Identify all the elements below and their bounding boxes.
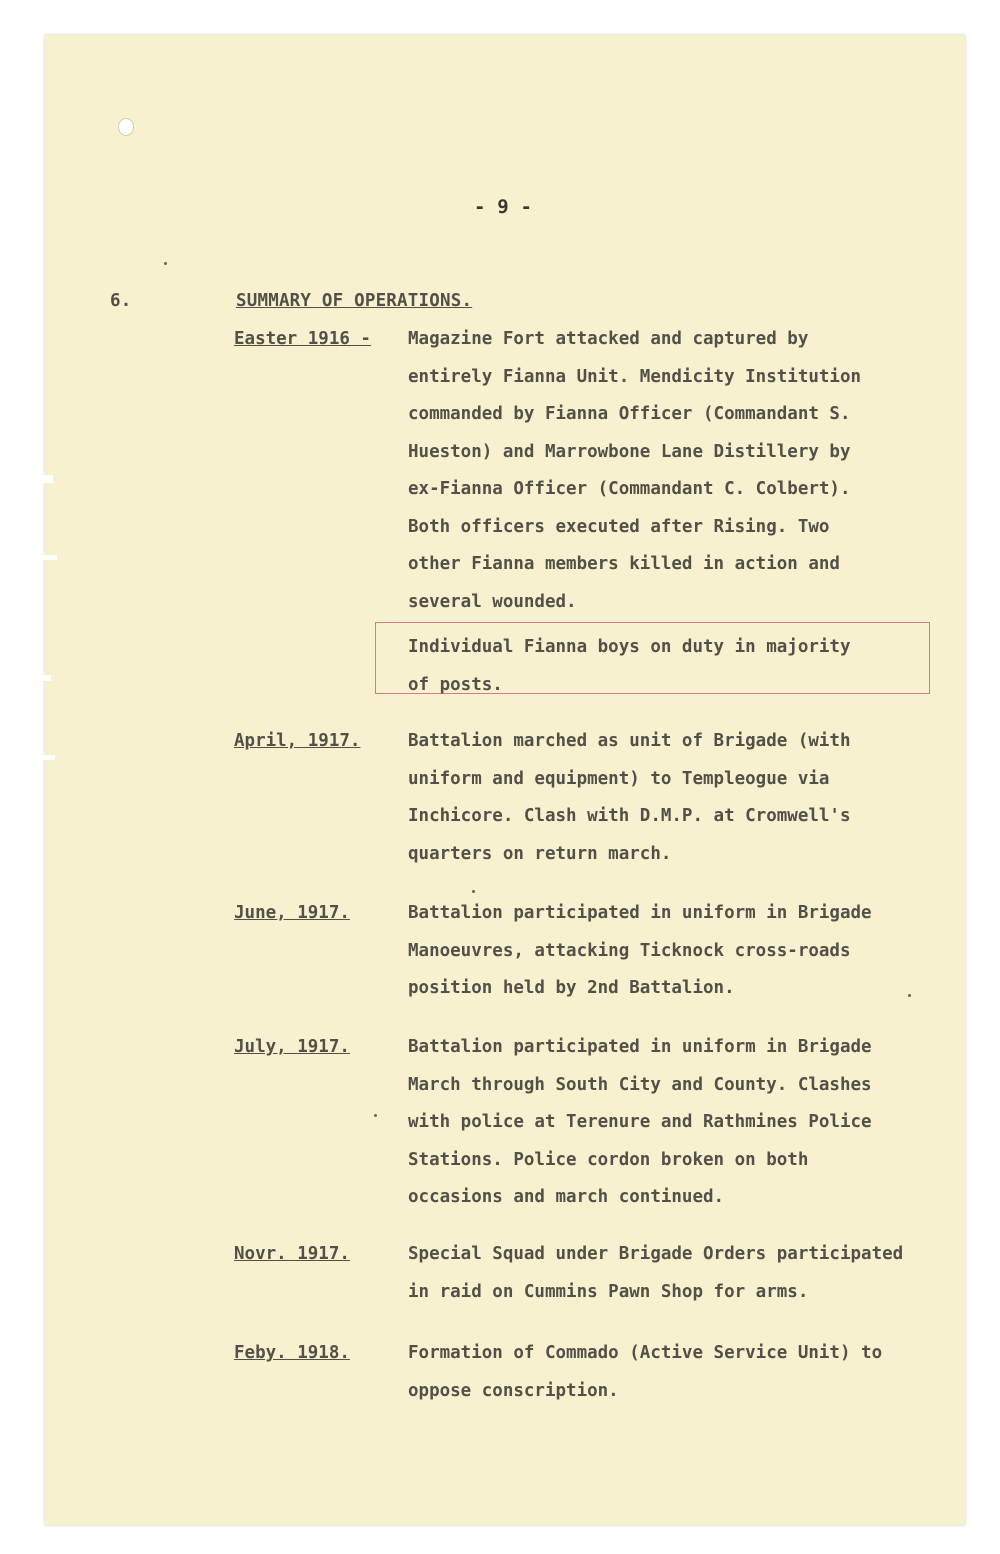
torn-edge [39, 555, 57, 560]
ink-speck [472, 890, 475, 893]
entry-text: Formation of Commado (Active Service Unit) to oppose conscription. [408, 1343, 883, 1401]
entry-date: Feby. 1918. [234, 1343, 350, 1363]
entry-text: Battalion participated in uniform in Brigade March through South City and County. Clashes with police at Terenure and Rathmines Police Stations. Police cordon broken on both occasions and march continued. [408, 1037, 872, 1207]
entry-text: Individual Fianna boys on duty in majority of posts. [408, 637, 851, 695]
entry-date: Novr. 1917. [234, 1244, 350, 1264]
entry-date: June, 1917. [234, 903, 350, 923]
section-number: 6. [110, 291, 132, 311]
torn-edge [39, 475, 53, 483]
entry-date: July, 1917. [234, 1037, 350, 1057]
torn-edge [39, 675, 51, 681]
entry-text: Special Squad under Brigade Orders participated in raid on Cummins Pawn Shop for arms. [408, 1244, 904, 1302]
page-number: - 9 - [474, 196, 533, 218]
ink-speck [374, 1114, 377, 1117]
section-heading: SUMMARY OF OPERATIONS. [236, 291, 473, 311]
entry-text: Magazine Fort attacked and captured by entirely Fianna Unit. Mendicity Institution commanded by Fianna Officer (Commandant S. Hueston) and Marrowbone Lane Distillery by ex-Fianna Officer (Commandant C. Colbert). Both officers executed after Rising. Two other Fianna members killed in action and several wounded. [408, 329, 862, 612]
annotation-box [375, 622, 930, 694]
entry-date: Easter 1916 - [234, 329, 371, 349]
ink-speck [908, 994, 911, 997]
punch-hole [118, 118, 134, 136]
ink-speck [164, 262, 167, 265]
entry-date: April, 1917. [234, 731, 361, 751]
entry-text: Battalion marched as unit of Brigade (with uniform and equipment) to Templeogue via Inchicore. Clash with D.M.P. at Cromwell's quarters on return march. [408, 731, 851, 864]
entry-text: Battalion participated in uniform in Brigade Manoeuvres, attacking Ticknock cross-roads position held by 2nd Battalion. [408, 903, 872, 998]
torn-edge [39, 755, 55, 760]
